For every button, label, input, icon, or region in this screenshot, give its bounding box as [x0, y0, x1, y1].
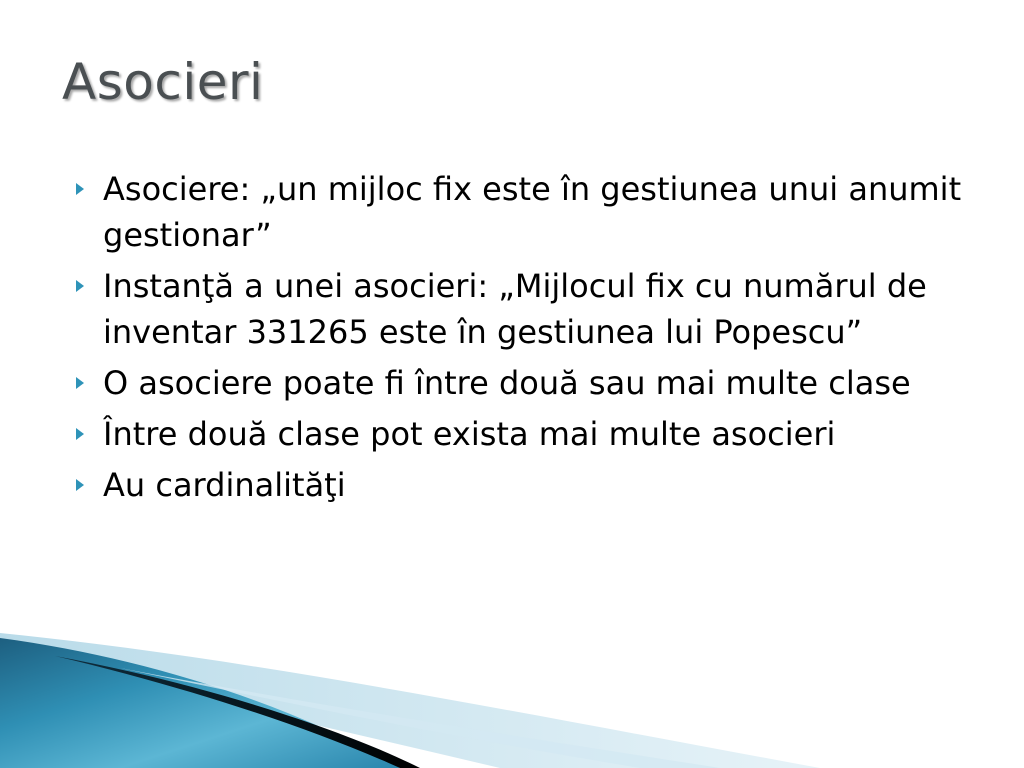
bullet-text: O asociere poate fi între două sau mai multe clase — [103, 364, 911, 402]
list-item — [70, 411, 970, 457]
triangle-right-icon — [76, 183, 84, 195]
bullet-text: Instanţă a unei asocieri: „Mijlocul fix cu numărul de inventar 331265 este în gestiunea lui Popescu” — [103, 267, 927, 351]
list-item — [70, 263, 970, 355]
triangle-right-icon — [76, 479, 84, 491]
bullet-text: Între două clase pot exista mai multe asocieri — [103, 415, 836, 453]
bullet-text: Au cardinalităţi — [103, 466, 346, 504]
bullet-text: Asociere: „un mijloc fix este în gestiunea unui anumit gestionar” — [103, 170, 962, 254]
triangle-right-icon — [76, 377, 84, 389]
triangle-right-icon — [76, 428, 84, 440]
slide-title: Asocieri — [62, 53, 264, 111]
triangle-right-icon — [76, 280, 84, 292]
bullet-list — [70, 166, 970, 513]
list-item — [70, 166, 970, 258]
list-item — [70, 360, 970, 406]
list-item — [70, 462, 970, 508]
decorative-wave — [0, 628, 1024, 768]
